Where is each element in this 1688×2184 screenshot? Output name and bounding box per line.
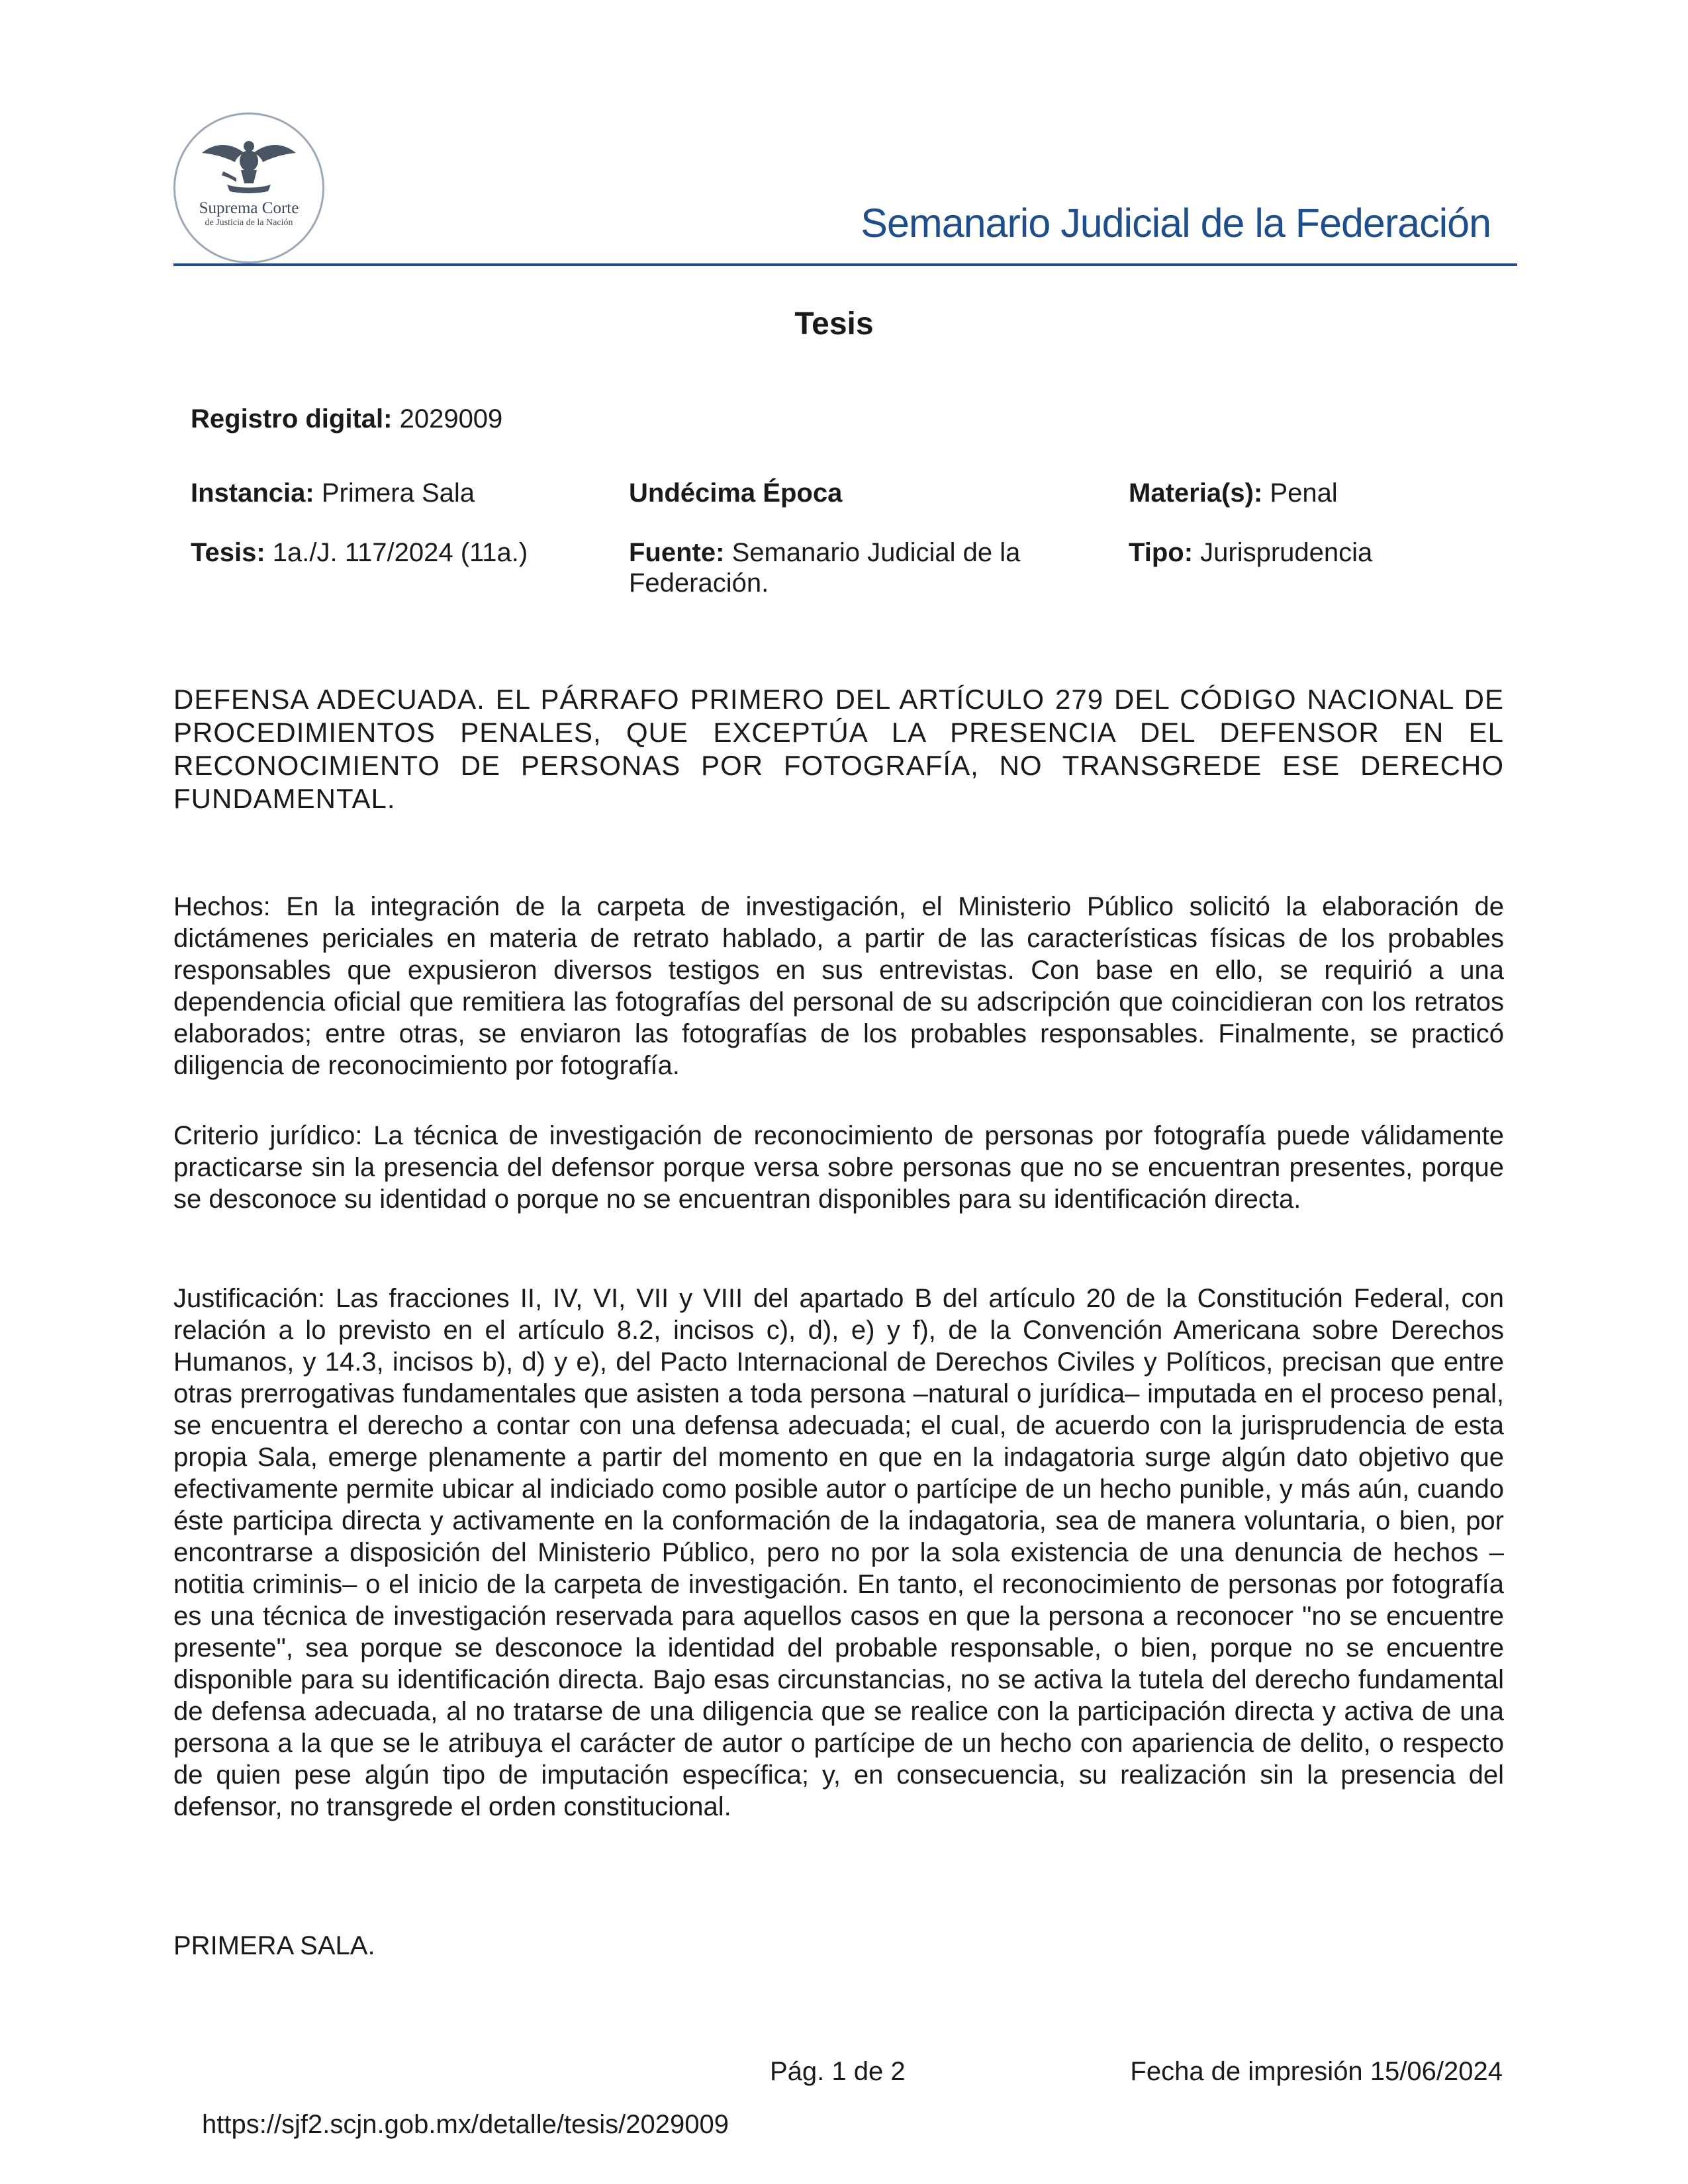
source-url: https://sjf2.scjn.gob.mx/detalle/tesis/2029009 bbox=[202, 2110, 729, 2139]
print-date: Fecha de impresión 15/06/2024 bbox=[1130, 2057, 1503, 2086]
materia-field bbox=[1129, 478, 1338, 508]
page-number: Pág. 1 de 2 bbox=[770, 2057, 906, 2086]
fuente-value: Semanario Judicial de la Federación. bbox=[629, 538, 1021, 598]
epoca-value: Undécima Época bbox=[629, 478, 843, 508]
justificacion-paragraph: Justificación: Las fracciones II, IV, VI, VII y VIII del apartado B del artículo 20 de la Constitución Federal, con relación a lo previsto en el artículo 8.2, incisos c), d), e) y f), de la Convención Americana sobre Derechos Humanos, y 14.3, incisos b), d) y e), del Pacto Internacional de Derechos Civiles y Políticos, precisan que entre otras prerrogativas fundamentales que asisten a toda persona –natural o jurídica– imputada en el proceso penal, se encuentra el derecho a contar con una defensa adecuada; el cual, de acuerdo con la jurisprudencia de esta propia Sala, emerge plenamente a partir del momento en que en la indagatoria surge algún dato objetivo que efectivamente permite ubicar al indiciado como posible autor o partícipe de un hecho punible, y más aún, cuando éste participa directa y activamente en la conformación de la indagatoria, sea de manera voluntaria, o bien, por encontrarse a disposición del Ministerio Público, pero no por la sola existencia de una denuncia de hechos –notitia criminis– o el inicio de la carpeta de investigación. En tanto, el reconocimiento de personas por fotografía es una técnica de investigación reservada para aquellos casos en que la persona a reconocer "no se encuentre presente", sea porque se desconoce la identidad del probable responsable, o bien, porque no se encuentre disponible para su identificación directa. Bajo esas circunstancias, no se activa la tutela del derecho fundamental de defensa adecuada, al no tratarse de una diligencia que se realice con la participación directa y activa de una persona a la que se le atribuya el carácter de autor o partícipe de un hecho con apariencia de delito, o respecto de quien pese algún tipo de imputación específica; y, en consecuencia, su realización sin la presencia del defensor, no transgrede el orden constitucional. bbox=[173, 1284, 1504, 1821]
instancia-value: Primera Sala bbox=[321, 478, 475, 508]
publication-title: Semanario Judicial de la Federación bbox=[861, 201, 1491, 246]
document-type-heading: Tesis bbox=[794, 306, 874, 341]
instancia-label: Instancia: bbox=[191, 478, 314, 508]
epoca-field bbox=[629, 478, 842, 508]
registro-field bbox=[191, 404, 502, 434]
tipo-value: Jurisprudencia bbox=[1200, 538, 1373, 567]
materia-value: Penal bbox=[1270, 478, 1338, 508]
scjn-logo bbox=[173, 113, 324, 263]
materia-label: Materia(s): bbox=[1129, 478, 1263, 508]
tesis-label: Tesis: bbox=[191, 538, 265, 567]
registro-label: Registro digital: bbox=[191, 404, 393, 433]
fuente-field bbox=[629, 537, 1086, 598]
header-divider bbox=[173, 263, 1517, 266]
logo-text-sub: de Justicia de la Nación bbox=[205, 218, 293, 228]
registro-value: 2029009 bbox=[399, 404, 503, 433]
instancia-field bbox=[191, 478, 475, 508]
logo-text-main: Suprema Corte bbox=[199, 199, 299, 217]
tesis-value: 1a./J. 117/2024 (11a.) bbox=[272, 538, 528, 567]
criterio-paragraph: Criterio jurídico: La técnica de investigación de reconocimiento de personas por fotografía puede válidamente practicarse sin la presencia del defensor porque versa sobre personas que no se encuentran presentes, porque se desconoce su identidad o porque no se encuentran disponibles para su identificación directa. bbox=[173, 1121, 1504, 1214]
sala-paragraph: PRIMERA SALA. bbox=[173, 1931, 375, 1960]
tesis-field bbox=[191, 537, 528, 568]
tipo-field bbox=[1129, 537, 1372, 568]
hechos-paragraph: Hechos: En la integración de la carpeta de investigación, el Ministerio Público solicitó la elaboración de dictámenes periciales en materia de retrato hablado, a partir de las características físicas de los probables responsables que expusieron diversos testigos en sus entrevistas. Con base en ello, se requirió a una dependencia oficial que remitiera las fotografías del personal de su adscripción que coincidieran con los retratos elaborados; entre otras, se enviaron las fotografías de los probables responsables. Finalmente, se practicó diligencia de reconocimiento por fotografía. bbox=[173, 892, 1504, 1080]
fuente-label: Fuente: bbox=[629, 538, 725, 567]
eagle-emblem-icon bbox=[175, 114, 322, 261]
tipo-label: Tipo: bbox=[1129, 538, 1194, 567]
rubro-heading: DEFENSA ADECUADA. EL PÁRRAFO PRIMERO DEL ARTÍCULO 279 DEL CÓDIGO NACIONAL DE PROCEDIMIENTOS PENALES, QUE EXCEPTÚA LA PRESENCIA DEL DEFENSOR EN EL RECONOCIMIENTO DE PERSONAS POR FOTOGRAFÍA, NO TRANSGREDE ESE DERECHO FUNDAMENTAL. bbox=[173, 684, 1504, 814]
